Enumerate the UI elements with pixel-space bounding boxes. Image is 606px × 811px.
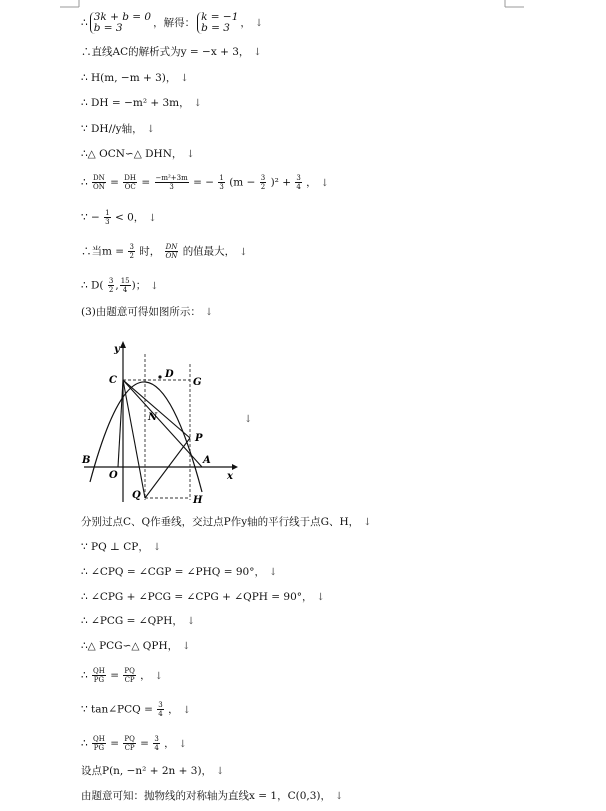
text-solve: ，解得： [153, 17, 196, 29]
equation-system-2: k = −1 b = 3 [197, 12, 238, 34]
return-mark: ↓ [254, 18, 264, 29]
return-mark: ↓ [239, 246, 248, 258]
fraction-dn-on: $\frac{DN}{ON}$ [92, 174, 105, 191]
fraction-qh-pg: $\frac{QH}{PG}$ [93, 735, 105, 752]
label-h: H [193, 495, 203, 506]
text: = [141, 176, 151, 189]
x-axis-arrow [232, 464, 238, 470]
text: ∵ − [81, 211, 100, 224]
solution-line-16 [81, 614, 195, 629]
line-text: ∴△ PCG∽△ QPH， [81, 640, 179, 652]
crop-mark-right [504, 0, 524, 8]
line-cb [118, 380, 123, 467]
return-mark: ↓ [363, 517, 372, 528]
fraction-dn-on: $\frac{DN}{ON}$ [165, 243, 178, 260]
line-text: ∴ ∠CPG + ∠PCG = ∠CPG + ∠QPH = 90°， [81, 591, 313, 603]
solution-line-12 [81, 515, 372, 530]
return-mark: ↓ [268, 567, 278, 578]
solution-line-15 [81, 590, 325, 605]
solution-line-9 [81, 243, 248, 260]
text: 的值最大， [182, 245, 236, 258]
text: ∵ tan∠PCQ = [81, 703, 153, 716]
line-text: ∴ ∠CPQ = ∠CGP = ∠PHQ = 90°， [81, 566, 265, 578]
line-pq [145, 438, 190, 498]
crop-mark-left [60, 0, 80, 8]
label-p: P [195, 433, 203, 444]
text: = [110, 176, 119, 189]
solution-line-6 [81, 147, 195, 162]
label-b: B [82, 455, 91, 466]
line-cp [123, 380, 190, 438]
fraction-pq-cp: $\frac{PQ}{CP}$ [124, 667, 135, 684]
text: ∴ D( [81, 279, 104, 292]
return-mark: ↓ [152, 542, 162, 553]
label-o: O [109, 470, 118, 481]
line-text: ∵ DH//y轴， [81, 123, 143, 135]
solution-line-8 [81, 209, 157, 226]
point-d [158, 375, 161, 378]
solution-line-10 [81, 277, 159, 294]
label-x: x [227, 471, 233, 482]
return-mark: ↓ [182, 704, 191, 716]
label-a: A [203, 455, 211, 466]
text: ， [168, 703, 179, 716]
return-mark: ↓ [186, 616, 196, 627]
y-axis-arrow [120, 341, 126, 348]
return-mark: ↓ [193, 98, 203, 109]
text: = [110, 737, 120, 750]
text: ∴ [81, 176, 88, 189]
line-text: 设点P(n, −n² + 2n + 3)， [81, 765, 213, 777]
fraction-qh-pg: $\frac{QH}{PG}$ [93, 667, 105, 684]
fraction-three-quarters: $\frac{3}{4}$ [158, 701, 163, 718]
return-mark: ↓ [148, 212, 157, 224]
line-cq [123, 380, 145, 498]
text: ， [140, 669, 151, 682]
fraction-dh-oc: $\frac{DH}{OC}$ [124, 174, 136, 191]
fraction-expr: $\frac{\text{−m²+3m}}{3}$ [155, 174, 188, 191]
return-mark: ↓ [182, 641, 191, 652]
return-mark: ↓ [146, 124, 155, 135]
label-n: N [148, 412, 158, 423]
figure-return-mark [240, 412, 252, 427]
text: = [140, 737, 149, 750]
fraction-three-halves: $\frac{3}{2}$ [260, 174, 266, 191]
fraction-pq-cp: $\frac{PQ}{CP}$ [124, 735, 135, 752]
solution-line-13 [81, 540, 161, 555]
label-g: G [193, 377, 202, 388]
therefore-symbol: ∴ [81, 17, 88, 29]
parabola-curve [90, 382, 202, 492]
label-y: y [114, 344, 120, 355]
line-text: 由题意可知：抛物线的对称轴为直线x = 1，C(0,3)， [81, 790, 331, 802]
fraction-one-third: $\frac{1}{3}$ [219, 174, 224, 191]
return-mark: ↓ [180, 73, 189, 84]
text: < 0， [114, 211, 145, 224]
line-text: ∴直线AC的解析式为y = −x + 3， [81, 46, 250, 58]
label-c: C [109, 375, 117, 386]
return-mark: ↓ [154, 670, 164, 682]
text: ， [306, 176, 317, 189]
solution-line-4 [81, 96, 202, 111]
return-mark: ↓ [316, 592, 325, 603]
equation-system-1: 3k + b = 0 b = 3 [90, 12, 151, 34]
fraction-three-halves: $\frac{3}{2}$ [129, 243, 134, 260]
line-text: ∵ PQ ⊥ CP， [81, 541, 149, 553]
label-d: D [165, 369, 174, 380]
return-mark: ↓ [320, 177, 330, 189]
solution-line-14 [81, 565, 277, 580]
return-mark: ↓ [186, 149, 195, 160]
text: 时， [139, 245, 161, 258]
return-mark: ↓ [150, 280, 159, 292]
text: ∴ [81, 737, 88, 750]
text: ， [164, 737, 175, 750]
fraction-one-third: $\frac{1}{3}$ [105, 209, 110, 226]
fraction-three-quarters: $\frac{3}{4}$ [296, 174, 301, 191]
solution-line-19 [81, 701, 191, 718]
text: ∴ [81, 669, 88, 682]
text: )； [131, 279, 147, 292]
solution-line-11 [81, 305, 213, 320]
label-q: Q [132, 490, 141, 501]
parabola-figure [80, 332, 240, 510]
return-mark: ↓ [244, 414, 253, 425]
return-mark: ↓ [204, 307, 214, 318]
text: = − [193, 176, 215, 189]
solution-line-5 [81, 122, 155, 137]
line-text: ∴ ∠PCG = ∠QPH， [81, 615, 183, 627]
return-mark: ↓ [216, 766, 225, 777]
fraction-three-quarters: $\frac{3}{4}$ [154, 735, 159, 752]
solution-line-21 [81, 764, 224, 779]
text: ∴当m = [81, 245, 125, 258]
solution-line-1 [81, 12, 263, 34]
fraction-fifteen-quarters: $\frac{15}{4}$ [120, 277, 130, 294]
return-mark: ↓ [178, 738, 188, 750]
text: , [115, 279, 119, 292]
solution-line-2 [81, 45, 262, 60]
fraction-three-halves: $\frac{3}{2}$ [108, 277, 114, 294]
punct: ， [240, 17, 251, 29]
solution-line-22 [81, 789, 343, 804]
solution-line-3 [81, 71, 189, 86]
text: (m − [229, 176, 256, 189]
line-text: 分别过点C、Q作垂线，交过点P作y轴的平行线于点G、H， [81, 516, 360, 528]
text: = [110, 669, 120, 682]
line-text: ∴△ OCN∽△ DHN， [81, 148, 183, 160]
solution-line-7 [81, 174, 329, 191]
solution-line-20 [81, 735, 187, 752]
solution-line-17 [81, 639, 191, 654]
line-text: ∴ DH = −m² + 3m， [81, 97, 190, 109]
line-text: ∴ H(m, −m + 3)， [81, 72, 177, 84]
line-text: (3)由题意可得如图所示： [81, 306, 201, 318]
return-mark: ↓ [335, 791, 344, 802]
text: )² + [270, 176, 292, 189]
return-mark: ↓ [253, 47, 262, 58]
solution-line-18 [81, 667, 163, 684]
